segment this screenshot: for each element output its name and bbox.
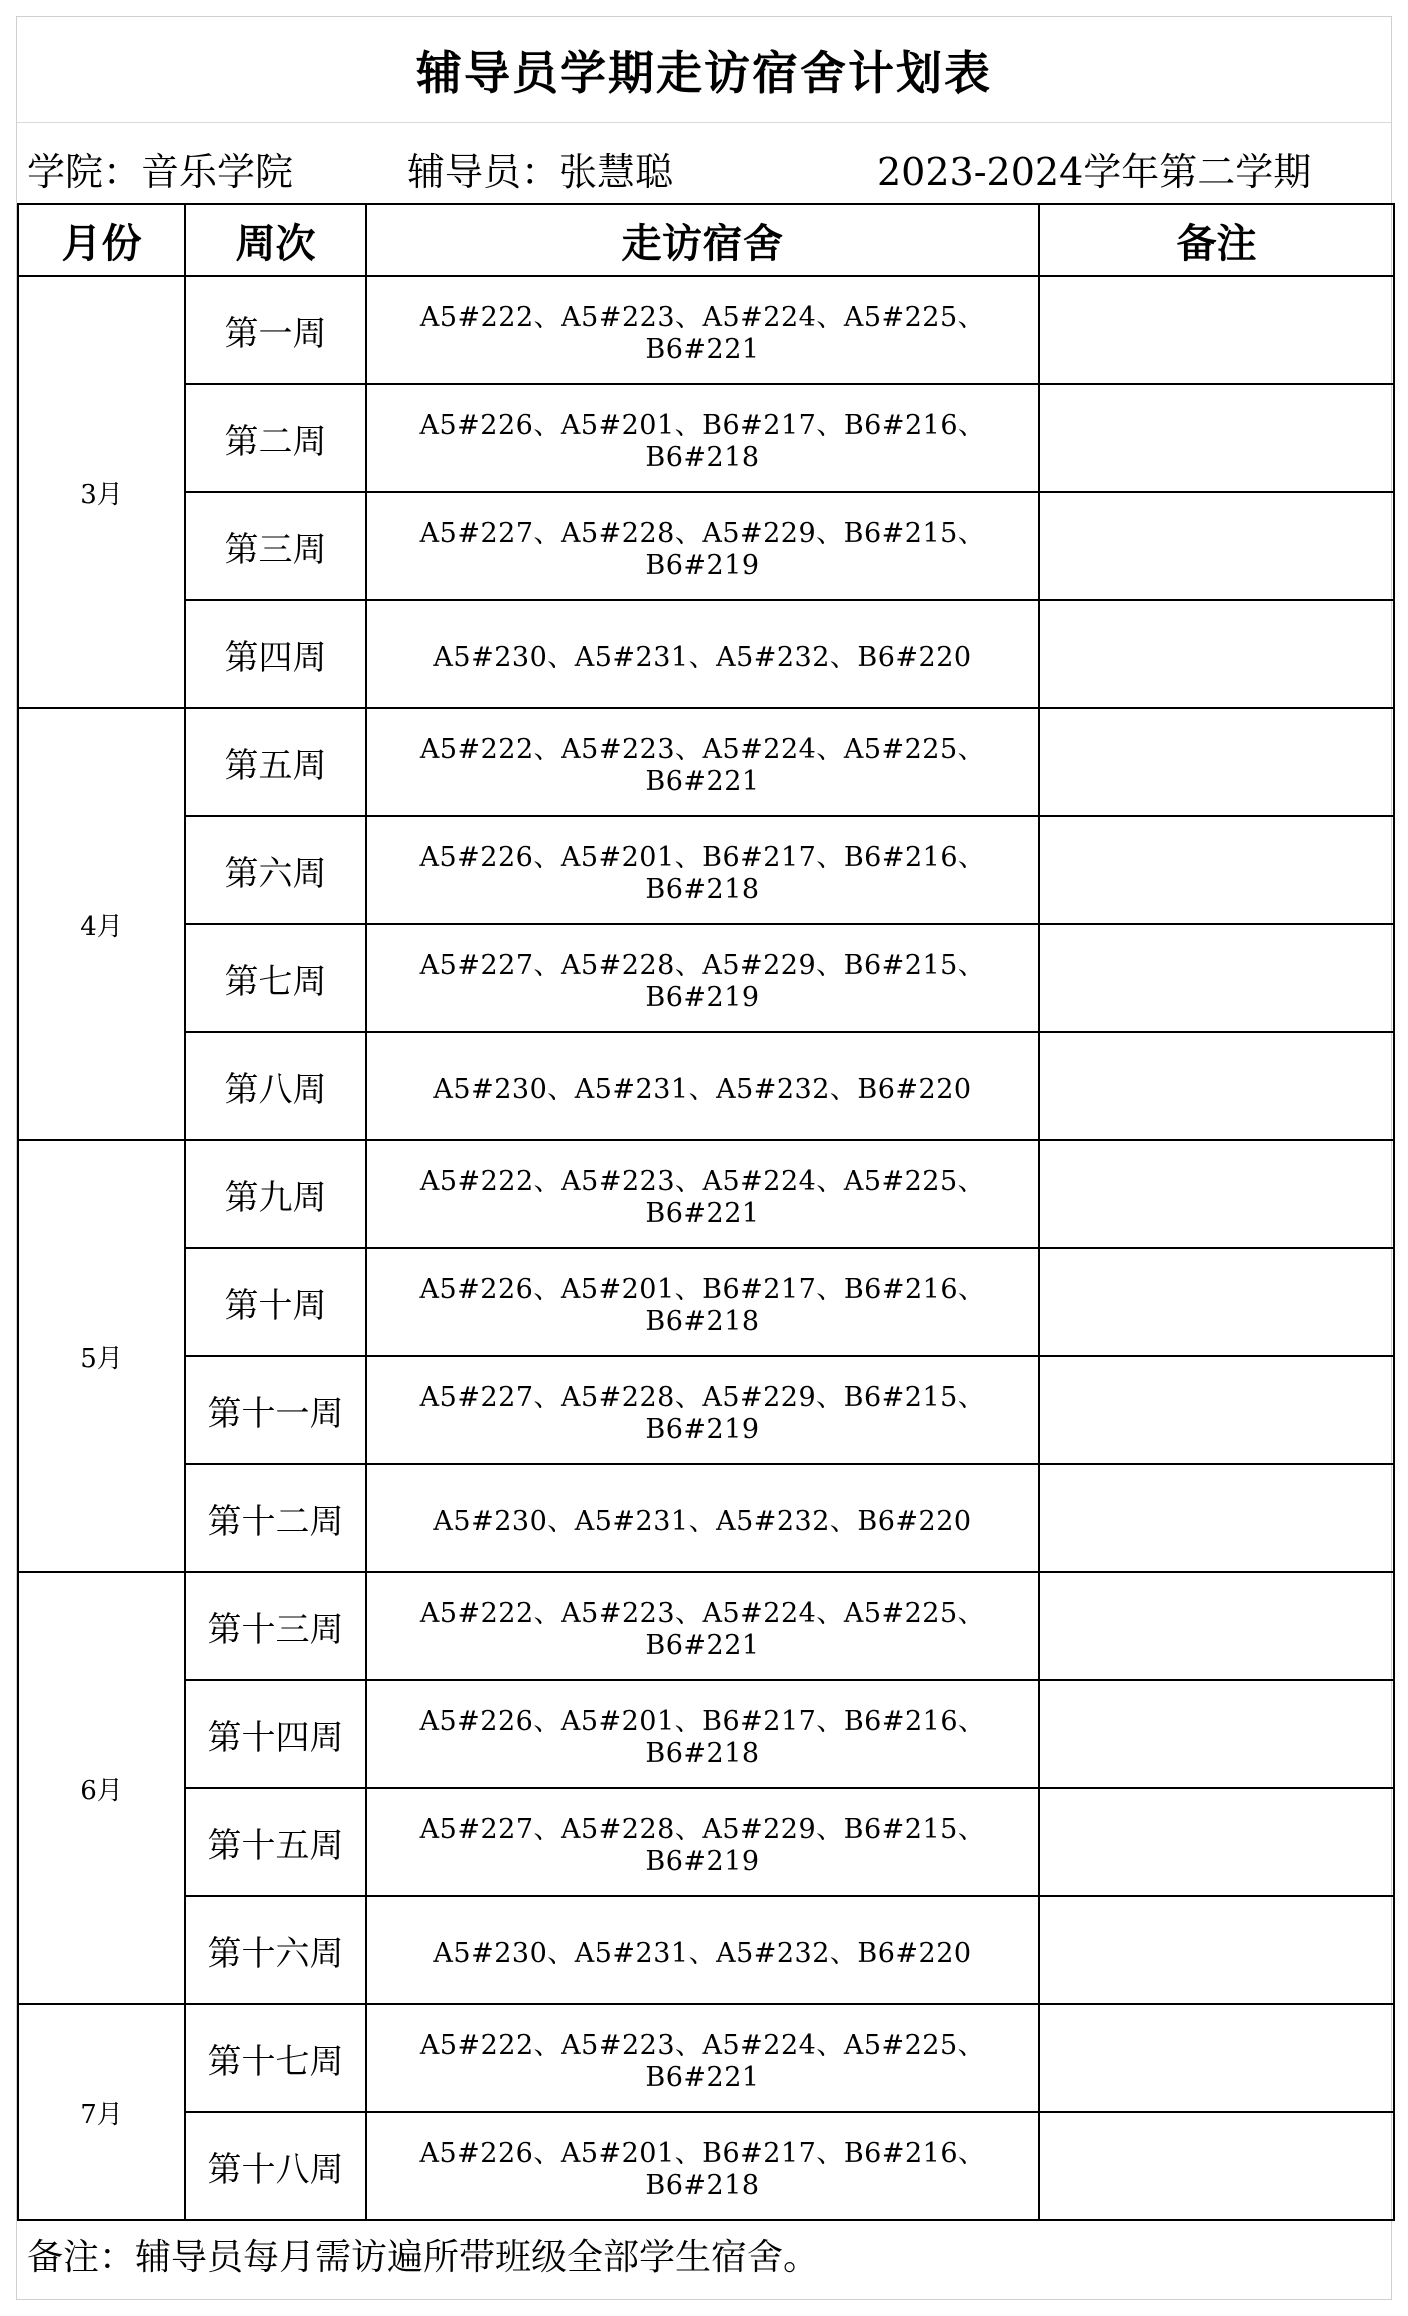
note-cell	[1039, 1572, 1394, 1680]
note-cell	[1039, 1680, 1394, 1788]
dorms-cell: A5#230、A5#231、A5#232、B6#220	[366, 600, 1039, 708]
note-cell	[1039, 276, 1394, 384]
table-row	[18, 1896, 1394, 2004]
dorms-cell: A5#227、A5#228、A5#229、B6#215、B6#219	[366, 492, 1039, 600]
table-row	[18, 816, 1394, 924]
dorms-cell: A5#226、A5#201、B6#217、B6#216、B6#218	[366, 1680, 1039, 1788]
month-cell: 6月	[18, 1572, 185, 2004]
dorms-cell: A5#226、A5#201、B6#217、B6#216、B6#218	[366, 2112, 1039, 2220]
week-cell: 第七周	[185, 924, 366, 1032]
table-row	[18, 1464, 1394, 1572]
note-cell	[1039, 1896, 1394, 2004]
footnote: 备注：辅导员每月需访遍所带班级全部学生宿舍。	[27, 2237, 820, 2278]
note-cell	[1039, 384, 1394, 492]
note-cell	[1039, 492, 1394, 600]
week-cell: 第六周	[185, 816, 366, 924]
week-cell: 第十三周	[185, 1572, 366, 1680]
page-title: 辅导员学期走访宿舍计划表	[17, 17, 1391, 123]
note-cell	[1039, 708, 1394, 816]
note-cell	[1039, 1464, 1394, 1572]
table-row	[18, 1356, 1394, 1464]
month-cell: 7月	[18, 2004, 185, 2220]
week-cell: 第四周	[185, 600, 366, 708]
table-row	[18, 1032, 1394, 1140]
table-row	[18, 1248, 1394, 1356]
table-row	[18, 1680, 1394, 1788]
note-cell	[1039, 924, 1394, 1032]
header-month: 月份	[18, 204, 185, 276]
info-row	[17, 123, 1391, 203]
table-row	[18, 600, 1394, 708]
week-cell: 第三周	[185, 492, 366, 600]
month-cell: 3月	[18, 276, 185, 708]
dorms-cell: A5#227、A5#228、A5#229、B6#215、B6#219	[366, 1788, 1039, 1896]
week-cell: 第十周	[185, 1248, 366, 1356]
note-cell	[1039, 1788, 1394, 1896]
table-row	[18, 1140, 1394, 1248]
header-note: 备注	[1039, 204, 1394, 276]
note-cell	[1039, 816, 1394, 924]
week-cell: 第十一周	[185, 1356, 366, 1464]
dorms-cell: A5#230、A5#231、A5#232、B6#220	[366, 1464, 1039, 1572]
dorms-cell: A5#226、A5#201、B6#217、B6#216、B6#218	[366, 384, 1039, 492]
counselor-label: 辅导员：张慧聪	[407, 150, 674, 194]
week-cell: 第十八周	[185, 2112, 366, 2220]
college-label: 学院：音乐学院	[27, 150, 294, 194]
week-cell: 第八周	[185, 1032, 366, 1140]
visit-plan-table	[17, 203, 1395, 2221]
dorms-cell: A5#227、A5#228、A5#229、B6#215、B6#219	[366, 1356, 1039, 1464]
note-cell	[1039, 600, 1394, 708]
note-cell	[1039, 2004, 1394, 2112]
dorms-cell: A5#226、A5#201、B6#217、B6#216、B6#218	[366, 816, 1039, 924]
month-cell: 4月	[18, 708, 185, 1140]
dorms-cell: A5#222、A5#223、A5#224、A5#225、B6#221	[366, 708, 1039, 816]
note-cell	[1039, 2112, 1394, 2220]
week-cell: 第十四周	[185, 1680, 366, 1788]
dorms-cell: A5#222、A5#223、A5#224、A5#225、B6#221	[366, 1572, 1039, 1680]
dorms-cell: A5#227、A5#228、A5#229、B6#215、B6#219	[366, 924, 1039, 1032]
table-row	[18, 1572, 1394, 1680]
dorms-cell: A5#226、A5#201、B6#217、B6#216、B6#218	[366, 1248, 1039, 1356]
table-row	[18, 492, 1394, 600]
dorms-cell: A5#230、A5#231、A5#232、B6#220	[366, 1896, 1039, 2004]
table-body	[18, 276, 1394, 2220]
week-cell: 第十五周	[185, 1788, 366, 1896]
term-label: 2023-2024学年第二学期	[877, 150, 1312, 194]
table-row	[18, 2004, 1394, 2112]
week-cell: 第十六周	[185, 1896, 366, 2004]
table-row	[18, 1788, 1394, 1896]
week-cell: 第十七周	[185, 2004, 366, 2112]
table-header-row	[18, 204, 1394, 276]
dorms-cell: A5#222、A5#223、A5#224、A5#225、B6#221	[366, 276, 1039, 384]
table-row	[18, 2112, 1394, 2220]
table-row	[18, 384, 1394, 492]
table-row	[18, 708, 1394, 816]
week-cell: 第九周	[185, 1140, 366, 1248]
table-row	[18, 924, 1394, 1032]
dorms-cell: A5#222、A5#223、A5#224、A5#225、B6#221	[366, 2004, 1039, 2112]
header-dorms: 走访宿舍	[366, 204, 1039, 276]
header-week: 周次	[185, 204, 366, 276]
week-cell: 第二周	[185, 384, 366, 492]
note-cell	[1039, 1140, 1394, 1248]
table-row	[18, 276, 1394, 384]
plan-sheet	[16, 16, 1392, 2300]
note-cell	[1039, 1248, 1394, 1356]
week-cell: 第十二周	[185, 1464, 366, 1572]
dorms-cell: A5#222、A5#223、A5#224、A5#225、B6#221	[366, 1140, 1039, 1248]
dorms-cell: A5#230、A5#231、A5#232、B6#220	[366, 1032, 1039, 1140]
week-cell: 第一周	[185, 276, 366, 384]
note-cell	[1039, 1356, 1394, 1464]
note-cell	[1039, 1032, 1394, 1140]
week-cell: 第五周	[185, 708, 366, 816]
month-cell: 5月	[18, 1140, 185, 1572]
